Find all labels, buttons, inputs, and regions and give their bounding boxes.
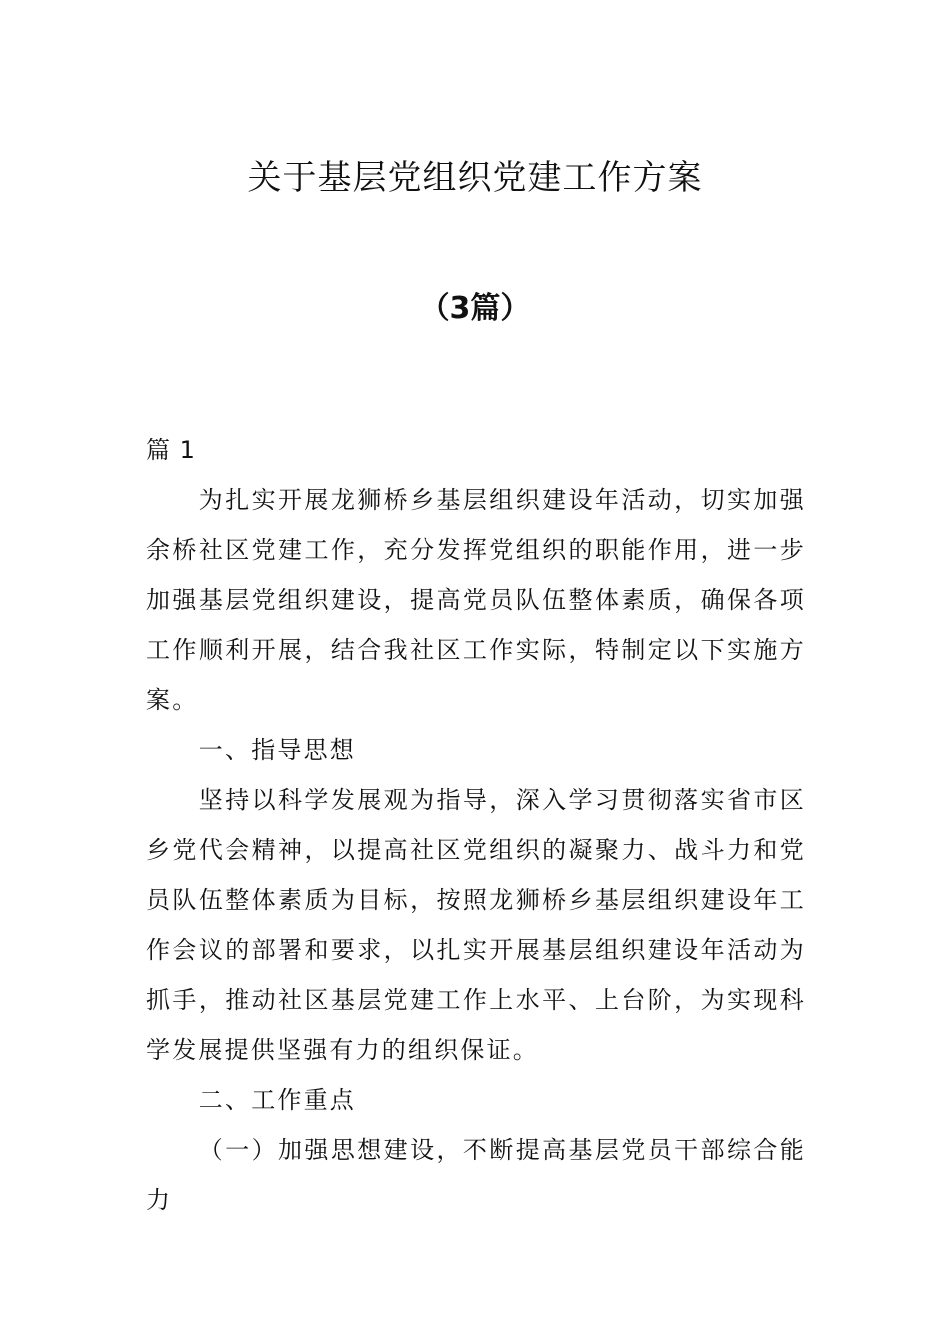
document-title: 关于基层党组织党建工作方案 bbox=[247, 158, 703, 198]
heading-work-focus: 二、工作重点 bbox=[198, 1086, 356, 1114]
paragraph-guiding-ideology: 坚持以科学发展观为指导，深入学习贯彻落实省市区乡党代会精神，以提高社区党组织的凝聚力、战斗力和党员队伍整体素质为目标，按照龙狮桥乡基层组织建设年工作会议的部署和要求，以扎实开展基层组织建设年活动为抓手，推动社区基层党建工作上水平、上台阶，为实现科学发展提供坚强有力的组织保证。 bbox=[146, 786, 806, 1064]
document-body bbox=[146, 425, 806, 1225]
paragraph-intro: 为扎实开展龙狮桥乡基层组织建设年活动，切实加强余桥社区党建工作，充分发挥党组织的职能作用，进一步加强基层党组织建设，提高党员队伍整体素质，确保各项工作顺利开展，结合我社区工作实际，特制定以下实施方案。 bbox=[146, 486, 806, 714]
section-label: 篇 1 bbox=[146, 436, 196, 464]
document-subtitle: （3篇） bbox=[419, 291, 531, 326]
heading-guiding-ideology: 一、指导思想 bbox=[198, 736, 356, 764]
subheading-ideological-building: （一）加强思想建设，不断提高基层党员干部综合能力 bbox=[146, 1136, 806, 1214]
